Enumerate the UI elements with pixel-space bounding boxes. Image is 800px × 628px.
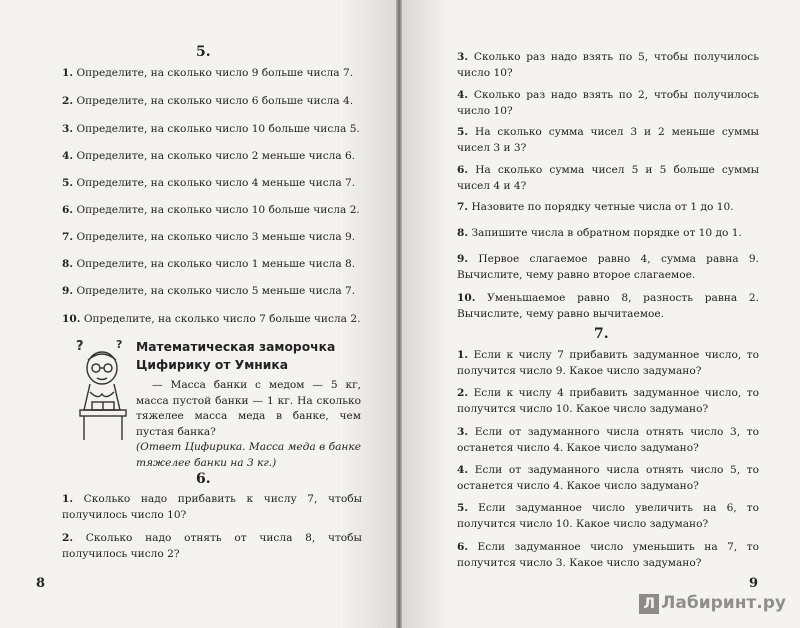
question-item: 5. Определите, на сколько число 4 меньше числа 7.	[62, 177, 356, 189]
question-item: 4. Определите, на сколько число 2 меньше числа 6.	[62, 150, 356, 162]
puzzle-answer: (Ответ Цифирика. Масса меда в банке тяжелее банки на 3 кг.)	[136, 441, 361, 469]
section-5-title: 5.	[196, 44, 211, 60]
question-item: 1. Определите, на сколько число 9 больше числа 7.	[62, 67, 354, 79]
svg-text:?: ?	[116, 338, 123, 351]
question-item: 4. Сколько раз надо взять по 2, чтобы получилось число 10?	[457, 89, 759, 117]
question-item: 2. Определите, на сколько число 6 больше числа 4.	[62, 95, 354, 107]
thinking-boy-illustration	[72, 336, 134, 444]
page-number-left: 8	[36, 576, 46, 591]
question-item: 1. Сколько надо прибавить к числу 7, чтобы получилось число 10?	[62, 493, 363, 521]
svg-text:?: ?	[76, 339, 84, 354]
question-item: 2. Сколько надо отнять от числа 8, чтобы получилось число 2?	[62, 532, 362, 560]
question-item: 4. Если от задуманного числа отнять число 5, то останется число 4. Какое число задумано?	[457, 464, 759, 492]
question-item: 6. Определите, на сколько число 10 больше числа 2.	[62, 204, 360, 216]
book-gutter	[396, 0, 402, 628]
question-item: 5. Если задуманное число увеличить на 6, то получится число 10. Какое число задумано?	[457, 502, 759, 530]
puzzle-body: — Масса банки с медом — 5 кг, масса пустой банки — 1 кг. На сколько тяжелее масса меда в банке, чем пустая банка?	[136, 379, 361, 438]
watermark-logo: Л Лабиринт.ру	[639, 593, 786, 614]
question-item: 9. Первое слагаемое равно 4, сумма равна 9. Вычислите, чему равно второе слагаемое.	[457, 253, 759, 281]
question-item: 6. На сколько сумма чисел 5 и 5 больше суммы чисел 4 и 4?	[457, 164, 760, 192]
labirint-logo-icon: Л	[639, 594, 659, 614]
question-item: 6. Если задуманное число уменьшить на 7, то получится число 3. Какое число задумано?	[457, 541, 759, 569]
question-item: 1. Если к числу 7 прибавить задуманное число, то получится число 9. Какое число задумано?	[457, 349, 759, 377]
left-page	[0, 0, 397, 628]
section-7-title: 7.	[594, 326, 609, 342]
question-item: 10. Определите, на сколько число 7 больше числа 2.	[62, 313, 361, 325]
question-item: 8. Запишите числа в обратном порядке от 10 до 1.	[457, 227, 742, 239]
question-item: 7. Назовите по порядку четные числа от 1 до 10.	[457, 201, 734, 213]
question-item: 3. Сколько раз надо взять по 5, чтобы получилось число 10?	[457, 51, 759, 79]
puzzle-title: Математическая заморочка Цифирику от Умника	[136, 340, 336, 372]
question-item: 2. Если к числу 4 прибавить задуманное число, то получится число 10. Какое число задумано?	[457, 387, 759, 415]
question-item: 10. Уменьшаемое равно 8, разность равна 2. Вычислите, чему равно вычитаемое.	[457, 292, 759, 320]
question-item: 3. Определите, на сколько число 10 больше числа 5.	[62, 123, 360, 135]
page-number-right: 9	[749, 576, 759, 591]
section-6-title: 6.	[196, 471, 211, 487]
question-item: 8. Определите, на сколько число 1 меньше числа 8.	[62, 258, 356, 270]
question-item: 9. Определите, на сколько число 5 меньше числа 7.	[62, 285, 356, 297]
question-item: 5. На сколько сумма чисел 3 и 2 меньше суммы чисел 3 и 3?	[457, 126, 759, 154]
question-item: 3. Если от задуманного числа отнять число 3, то останется число 4. Какое число задумано?	[457, 426, 759, 454]
right-page	[401, 0, 800, 628]
question-item: 7. Определите, на сколько число 3 меньше числа 9.	[62, 231, 356, 243]
